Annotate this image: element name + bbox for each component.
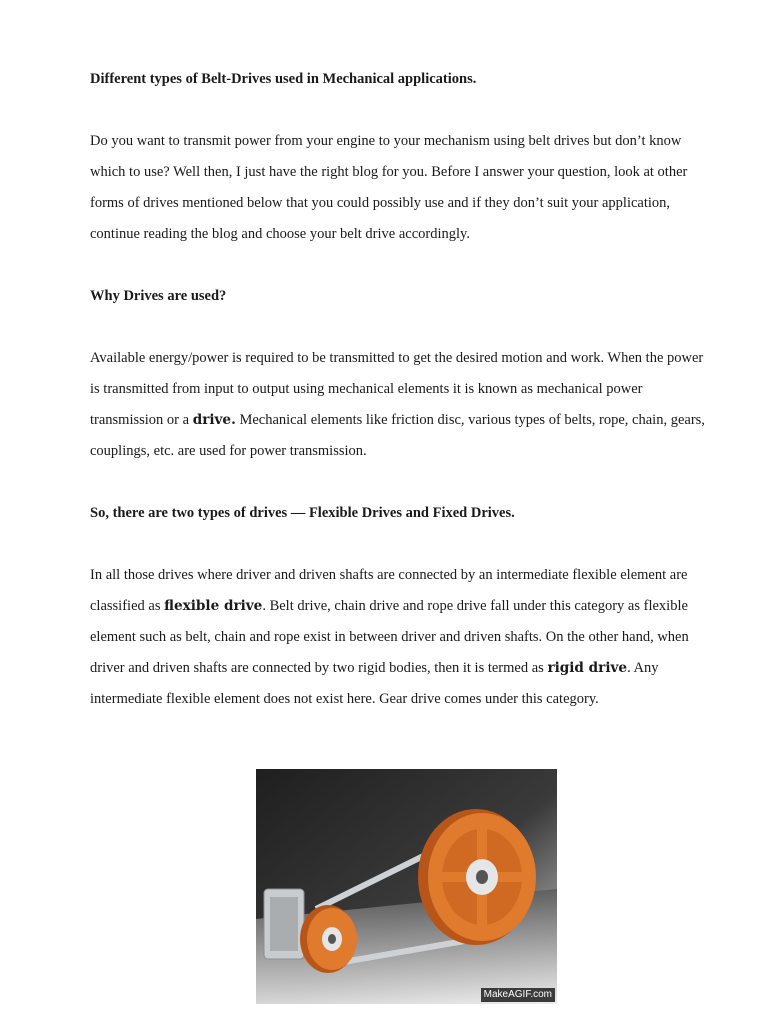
why-para-line-4: couplings, etc. are used for power transmission.	[90, 443, 367, 459]
types-para-line-4	[90, 658, 658, 678]
types-para-line-5: intermediate flexible element does not exist here. Gear drive comes under this category.	[90, 691, 599, 707]
drive-term: drive.	[192, 412, 236, 428]
intro-line-4: continue reading the blog and choose your belt drive accordingly.	[90, 226, 470, 242]
why-para-line-3-end: Mechanical elements like friction disc, various types of belts, rope, chain, gears,	[235, 412, 705, 428]
types-para-line-4-start: driver and driven shafts are connected by two rigid bodies, then it is termed as	[90, 660, 548, 676]
why-para-line-3-start: transmission or a	[90, 412, 193, 428]
types-para-line-2-start: classified as	[90, 598, 165, 614]
belt-drive-illustration	[256, 769, 557, 1004]
why-para-line-3	[90, 410, 705, 430]
rigid-drive-term: rigid drive	[547, 660, 628, 676]
drive-types-heading: So, there are two types of drives — Flexible Drives and Fixed Drives.	[90, 505, 515, 521]
document-title: Different types of Belt-Drives used in Mechanical applications.	[90, 71, 477, 87]
types-para-line-2-end: . Belt drive, chain drive and rope drive fall under this category as flexible	[262, 598, 688, 614]
makeagif-watermark: MakeAGIF.com	[481, 988, 555, 1002]
intro-line-2: which to use? Well then, I just have the right blog for you. Before I answer your question, look at other	[90, 164, 688, 180]
flexible-drive-term: flexible drive	[164, 598, 263, 614]
intro-line-3: forms of drives mentioned below that you could possibly use and if they don’t suit your application,	[90, 195, 671, 211]
why-drives-heading: Why Drives are used?	[90, 288, 227, 304]
why-para-line-2: is transmitted from input to output using mechanical elements it is known as mechanical power	[90, 381, 643, 397]
motor	[264, 889, 304, 959]
intro-line-1: Do you want to transmit power from your engine to your mechanism using belt drives but don’t know	[90, 133, 682, 149]
types-para-line-4-end: . Any	[627, 660, 659, 676]
belt-drive-image	[256, 769, 557, 1004]
types-para-line-2	[90, 596, 688, 616]
types-para-line-1: In all those drives where driver and driven shafts are connected by an intermediate flexible element are	[90, 567, 688, 583]
why-para-line-1: Available energy/power is required to be transmitted to get the desired motion and work. When the power	[90, 350, 704, 366]
types-para-line-3: element such as belt, chain and rope exist in between driver and driven shafts. On the other hand, when	[90, 629, 689, 645]
